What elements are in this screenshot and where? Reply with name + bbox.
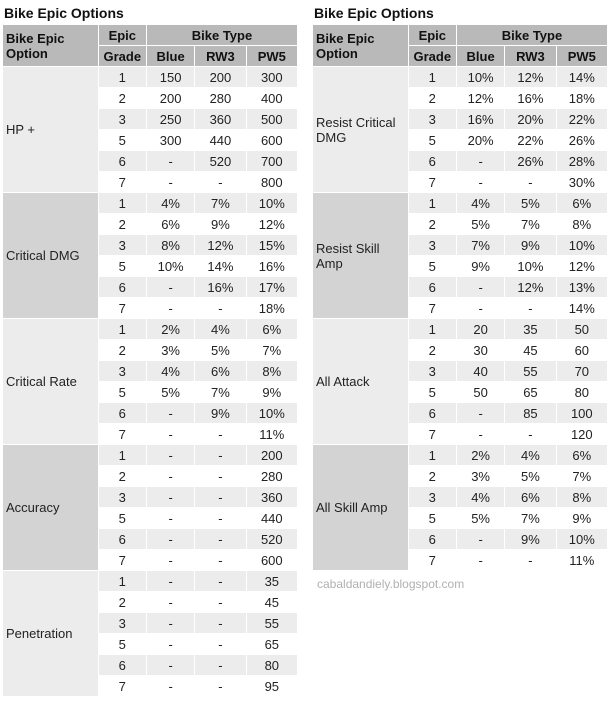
pw5-cell: 280 [247, 466, 297, 486]
rw3-cell: 520 [195, 151, 245, 171]
grade-cell: 5 [99, 382, 146, 402]
rw3-cell: 26% [505, 151, 555, 171]
rw3-cell: - [195, 529, 245, 549]
grade-cell: 6 [99, 151, 146, 171]
blue-cell: - [147, 508, 194, 528]
grade-cell: 2 [99, 88, 146, 108]
blue-cell: - [457, 529, 504, 549]
pw5-cell: 16% [247, 256, 297, 276]
grade-cell: 5 [99, 130, 146, 150]
rw3-cell: 9% [195, 214, 245, 234]
blue-cell: 12% [457, 88, 504, 108]
rw3-cell: 16% [195, 277, 245, 297]
blue-cell: 6% [147, 214, 194, 234]
grade-cell: 3 [409, 235, 456, 255]
rw3-cell: - [505, 298, 555, 318]
blue-cell: 250 [147, 109, 194, 129]
grade-cell: 2 [99, 466, 146, 486]
rw3-cell: - [195, 172, 245, 192]
grade-cell: 2 [99, 214, 146, 234]
grade-cell: 2 [409, 340, 456, 360]
pw5-cell: 200 [247, 445, 297, 465]
blue-cell: - [457, 550, 504, 570]
rw3-cell: 22% [505, 130, 555, 150]
blue-cell: - [147, 571, 194, 591]
grade-cell: 1 [99, 193, 146, 213]
rw3-cell: 7% [195, 193, 245, 213]
blue-cell: 30 [457, 340, 504, 360]
grade-cell: 2 [99, 340, 146, 360]
table-row [3, 319, 297, 339]
blue-cell: - [147, 634, 194, 654]
grade-cell: 6 [99, 403, 146, 423]
rw3-cell: - [195, 592, 245, 612]
blue-cell: - [147, 277, 194, 297]
pw5-cell: 9% [247, 382, 297, 402]
pw5-cell: 35 [247, 571, 297, 591]
blue-cell: 7% [457, 235, 504, 255]
grade-cell: 1 [409, 193, 456, 213]
blue-cell: 4% [147, 361, 194, 381]
grade-cell: 7 [99, 172, 146, 192]
pw5-cell: 300 [247, 67, 297, 87]
table-row [313, 319, 607, 339]
grade-cell: 5 [99, 634, 146, 654]
pw5-cell: 26% [557, 130, 607, 150]
grade-cell: 2 [409, 88, 456, 108]
grade-cell: 3 [99, 613, 146, 633]
bike-type-header: Bike Type [147, 25, 297, 45]
blue-cell: 4% [147, 193, 194, 213]
pw5-cell: 12% [557, 256, 607, 276]
rw3-cell: 9% [505, 529, 555, 549]
rw3-cell: - [195, 298, 245, 318]
blue-cell: - [147, 151, 194, 171]
grade-cell: 1 [99, 445, 146, 465]
option-name: Accuracy [3, 445, 98, 570]
rw3-cell: - [195, 487, 245, 507]
grade-cell: 7 [409, 550, 456, 570]
table-row [3, 193, 297, 213]
grade-cell: 7 [99, 676, 146, 696]
rw3-cell: - [195, 676, 245, 696]
rw3-cell: - [195, 613, 245, 633]
table-row [313, 193, 607, 213]
pw5-cell: 6% [557, 445, 607, 465]
blue-cell: 10% [457, 67, 504, 87]
panel-right [313, 4, 608, 571]
grade-cell: 1 [99, 571, 146, 591]
pw5-cell: 120 [557, 424, 607, 444]
option-name: Penetration [3, 571, 98, 696]
blue-cell: 40 [457, 361, 504, 381]
bike-type-header: Bike Type [457, 25, 607, 45]
blue-cell: - [147, 298, 194, 318]
rw3-cell: - [195, 571, 245, 591]
pw5-cell: 45 [247, 592, 297, 612]
rw3-cell: - [505, 550, 555, 570]
pw5-cell: 9% [557, 508, 607, 528]
pw5-cell: 11% [557, 550, 607, 570]
pw5-cell: 7% [247, 340, 297, 360]
pw5-cell: 10% [557, 235, 607, 255]
grade-cell: 3 [99, 109, 146, 129]
blue-cell: 2% [457, 445, 504, 465]
blue-cell: 20 [457, 319, 504, 339]
blue-cell: 3% [457, 466, 504, 486]
rw3-cell: 16% [505, 88, 555, 108]
grade-cell: 1 [409, 67, 456, 87]
grade-cell: 7 [99, 424, 146, 444]
pw5-cell: 700 [247, 151, 297, 171]
blue-cell: - [457, 172, 504, 192]
blue-cell: 200 [147, 88, 194, 108]
grade-cell: 2 [409, 214, 456, 234]
blue-header: Blue [457, 46, 504, 66]
blue-cell: - [147, 655, 194, 675]
pw5-cell: 360 [247, 487, 297, 507]
rw3-cell: 14% [195, 256, 245, 276]
rw3-cell: 440 [195, 130, 245, 150]
blue-cell: - [457, 298, 504, 318]
grade-cell: 6 [409, 151, 456, 171]
option-name: Resist Skill Amp [313, 193, 408, 318]
grade-cell: 1 [99, 67, 146, 87]
pw5-cell: 6% [557, 193, 607, 213]
option-name: Critical DMG [3, 193, 98, 318]
blue-header: Blue [147, 46, 194, 66]
blue-cell: - [147, 466, 194, 486]
rw3-cell: 4% [195, 319, 245, 339]
pw5-header: PW5 [247, 46, 297, 66]
option-header: Bike Epic Option [313, 25, 408, 66]
pw5-cell: 7% [557, 466, 607, 486]
rw3-cell: 10% [505, 256, 555, 276]
pw5-cell: 30% [557, 172, 607, 192]
pw5-cell: 6% [247, 319, 297, 339]
grade-cell: 1 [409, 319, 456, 339]
blue-cell: 4% [457, 193, 504, 213]
grade-cell: 5 [99, 508, 146, 528]
grade-cell: 2 [409, 466, 456, 486]
rw3-cell: 45 [505, 340, 555, 360]
pw5-cell: 400 [247, 88, 297, 108]
pw5-cell: 14% [557, 67, 607, 87]
grade-cell: 6 [99, 529, 146, 549]
rw3-cell: - [195, 466, 245, 486]
rw3-cell: 200 [195, 67, 245, 87]
pw5-cell: 10% [557, 529, 607, 549]
blue-cell: - [147, 676, 194, 696]
blue-cell: 9% [457, 256, 504, 276]
rw3-header: RW3 [195, 46, 245, 66]
pw5-cell: 22% [557, 109, 607, 129]
blue-cell: 20% [457, 130, 504, 150]
pw5-cell: 60 [557, 340, 607, 360]
rw3-cell: 20% [505, 109, 555, 129]
epic-header: Epic [99, 25, 146, 45]
grade-cell: 6 [409, 277, 456, 297]
grade-cell: 3 [409, 109, 456, 129]
pw5-cell: 65 [247, 634, 297, 654]
grade-cell: 7 [409, 298, 456, 318]
grade-cell: 7 [99, 550, 146, 570]
pw5-cell: 28% [557, 151, 607, 171]
option-name: HP + [3, 67, 98, 192]
rw3-cell: 9% [195, 403, 245, 423]
table-row [3, 445, 297, 465]
blue-cell: - [457, 424, 504, 444]
grade-cell: 6 [99, 277, 146, 297]
grade-cell: 6 [409, 529, 456, 549]
grade-cell: 3 [409, 361, 456, 381]
rw3-cell: 12% [505, 277, 555, 297]
blue-cell: - [147, 172, 194, 192]
rw3-cell: - [195, 550, 245, 570]
pw5-cell: 95 [247, 676, 297, 696]
pw5-cell: 17% [247, 277, 297, 297]
grade-cell: 3 [99, 487, 146, 507]
blue-cell: - [147, 403, 194, 423]
grade-cell: 6 [99, 655, 146, 675]
rw3-cell: 12% [195, 235, 245, 255]
grade-header: Grade [409, 46, 456, 66]
option-name: Critical Rate [3, 319, 98, 444]
rw3-cell: 5% [505, 193, 555, 213]
epic-options-table-right [312, 24, 608, 571]
rw3-cell: - [195, 655, 245, 675]
pw5-cell: 15% [247, 235, 297, 255]
panel-title: Bike Epic Options [314, 5, 434, 21]
rw3-cell: 65 [505, 382, 555, 402]
blue-cell: 300 [147, 130, 194, 150]
panel-title: Bike Epic Options [4, 5, 124, 21]
pw5-cell: 100 [557, 403, 607, 423]
pw5-cell: 600 [247, 550, 297, 570]
pw5-cell: 50 [557, 319, 607, 339]
blue-cell: 50 [457, 382, 504, 402]
table-row [313, 67, 607, 87]
blue-cell: 4% [457, 487, 504, 507]
blue-cell: 150 [147, 67, 194, 87]
table-row [3, 67, 297, 87]
blue-cell: - [147, 550, 194, 570]
pw5-cell: 8% [557, 487, 607, 507]
grade-cell: 5 [99, 256, 146, 276]
pw5-cell: 13% [557, 277, 607, 297]
blue-cell: - [147, 592, 194, 612]
table-row [313, 445, 607, 465]
pw5-cell: 8% [247, 361, 297, 381]
rw3-cell: 5% [505, 466, 555, 486]
blue-cell: - [147, 424, 194, 444]
rw3-cell: 6% [195, 361, 245, 381]
blue-cell: - [457, 151, 504, 171]
pw5-cell: 10% [247, 193, 297, 213]
grade-cell: 7 [409, 424, 456, 444]
grade-cell: 6 [409, 403, 456, 423]
grade-cell: 7 [99, 298, 146, 318]
blue-cell: - [457, 403, 504, 423]
pw5-cell: 600 [247, 130, 297, 150]
rw3-cell: 280 [195, 88, 245, 108]
rw3-cell: 7% [195, 382, 245, 402]
grade-cell: 1 [99, 319, 146, 339]
pw5-cell: 440 [247, 508, 297, 528]
blue-cell: 3% [147, 340, 194, 360]
blue-cell: 5% [457, 214, 504, 234]
panel-left [3, 4, 298, 697]
grade-cell: 1 [409, 445, 456, 465]
blue-cell: 2% [147, 319, 194, 339]
option-name: Resist Critical DMG [313, 67, 408, 192]
rw3-cell: - [195, 445, 245, 465]
blue-cell: 5% [457, 508, 504, 528]
grade-cell: 5 [409, 256, 456, 276]
grade-header: Grade [99, 46, 146, 66]
grade-cell: 2 [99, 592, 146, 612]
epic-header: Epic [409, 25, 456, 45]
grade-cell: 3 [99, 361, 146, 381]
epic-options-table-left [2, 24, 298, 697]
grade-cell: 3 [99, 235, 146, 255]
blue-cell: - [457, 277, 504, 297]
rw3-cell: 7% [505, 508, 555, 528]
pw5-cell: 80 [247, 655, 297, 675]
option-name: All Skill Amp [313, 445, 408, 570]
pw5-cell: 12% [247, 214, 297, 234]
rw3-cell: - [505, 424, 555, 444]
table-row [3, 571, 297, 591]
rw3-cell: 4% [505, 445, 555, 465]
blue-cell: 5% [147, 382, 194, 402]
pw5-cell: 800 [247, 172, 297, 192]
pw5-cell: 14% [557, 298, 607, 318]
rw3-cell: 6% [505, 487, 555, 507]
pw5-cell: 80 [557, 382, 607, 402]
blue-cell: 8% [147, 235, 194, 255]
blue-cell: 16% [457, 109, 504, 129]
rw3-cell: - [195, 634, 245, 654]
blue-cell: 10% [147, 256, 194, 276]
rw3-cell: - [195, 424, 245, 444]
rw3-cell: 85 [505, 403, 555, 423]
pw5-cell: 70 [557, 361, 607, 381]
rw3-cell: - [505, 172, 555, 192]
pw5-cell: 8% [557, 214, 607, 234]
rw3-cell: - [195, 508, 245, 528]
pw5-header: PW5 [557, 46, 607, 66]
rw3-cell: 55 [505, 361, 555, 381]
blue-cell: - [147, 445, 194, 465]
rw3-cell: 12% [505, 67, 555, 87]
blog-watermark: cabaldandiely.blogspot.com [317, 577, 465, 591]
table-body [3, 67, 297, 696]
rw3-header: RW3 [505, 46, 555, 66]
pw5-cell: 500 [247, 109, 297, 129]
rw3-cell: 5% [195, 340, 245, 360]
rw3-cell: 7% [505, 214, 555, 234]
blue-cell: - [147, 487, 194, 507]
pw5-cell: 55 [247, 613, 297, 633]
pw5-cell: 18% [557, 88, 607, 108]
blue-cell: - [147, 529, 194, 549]
rw3-cell: 360 [195, 109, 245, 129]
option-name: All Attack [313, 319, 408, 444]
pw5-cell: 11% [247, 424, 297, 444]
grade-cell: 3 [409, 487, 456, 507]
rw3-cell: 35 [505, 319, 555, 339]
table-body [313, 67, 607, 570]
blue-cell: - [147, 613, 194, 633]
pw5-cell: 18% [247, 298, 297, 318]
option-header: Bike Epic Option [3, 25, 98, 66]
pw5-cell: 520 [247, 529, 297, 549]
grade-cell: 5 [409, 130, 456, 150]
pw5-cell: 10% [247, 403, 297, 423]
rw3-cell: 9% [505, 235, 555, 255]
grade-cell: 5 [409, 382, 456, 402]
grade-cell: 5 [409, 508, 456, 528]
grade-cell: 7 [409, 172, 456, 192]
